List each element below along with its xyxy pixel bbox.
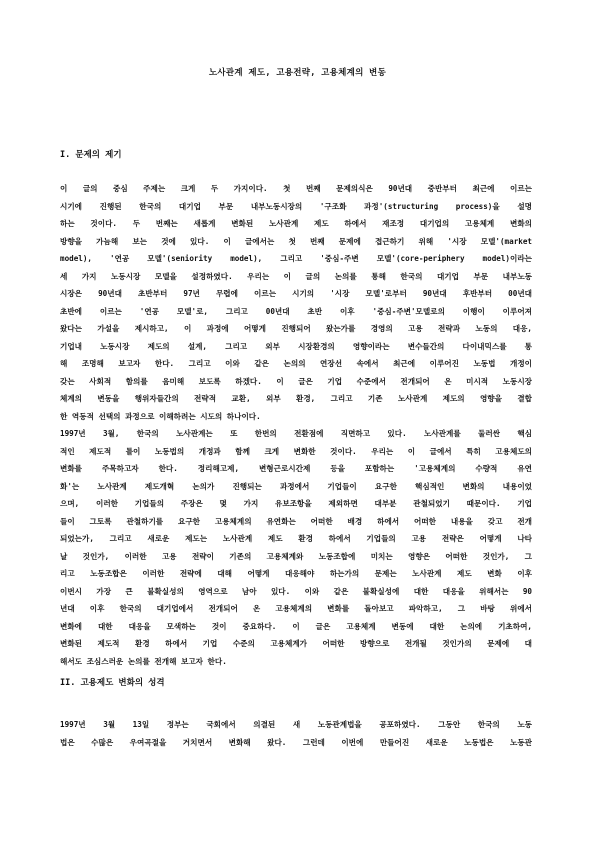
text-line: 이번시 가장 큰 불확실성의 영역으로 남아 있다. 이와 같은 불확실성에 대한 대응을 위해서는 90 <box>60 586 532 596</box>
text-line: 되었는가, 그리고 새로운 제도는 노사관계 제도 환경 하에서 기업들의 고용 전략은 어떻게 나타 <box>60 534 532 543</box>
text-line: 변화된 제도적 환경 하에서 기업 수준의 고용체계가 어떠한 방향으로 전개될 것인가의 문제에 대 <box>60 639 532 648</box>
text-line: 날 것인가, 이러한 고용 전략이 기존의 고용체계와 노동조합에 미치는 영향은 어떠한 것인가, 그 <box>60 551 532 561</box>
text-line: 시기에 진행된 한국의 대기업 부문 내부노동시장의 '구조화 과정'(structuring process)을 설명 <box>60 201 532 211</box>
text-line: 방향을 가늠해 보는 것에 있다. 이 글에서는 첫 번째 문제에 접근하기 위해 '시장 모델'(market <box>60 236 532 246</box>
text-line: model), '연공 모델'(seniority model), 그리고 '중심-주변 모델'(core-periphery model)이라는 <box>60 254 532 263</box>
text-line: 년대 이후 한국의 대기업에서 전개되어 온 고용체계의 변화를 돌아보고 파악하고, 그 바탕 위에서 <box>60 604 532 613</box>
text-line: 하는 것이다. 두 번째는 새롭게 변화된 노사관계 제도 하에서 재조정 대기업의 고용체계 변화의 <box>60 219 532 228</box>
text-line: 세 가지 노동시장 모델을 설정하였다. 우리는 이 글의 논의를 통해 한국의 대기업 부문 내부노동 <box>60 271 532 281</box>
text-line: 들이 그토록 관철하기를 요구한 고용체계의 유연화는 어떠한 배경 하에서 어떠한 내용을 갖고 전개 <box>60 516 532 526</box>
text-line: 변화를 주목하고자 한다. 정리해고제, 변형근로시간제 등을 포함하는 '고용체계의 수량적 유연 <box>60 464 532 473</box>
section-1-paragraph-1 <box>60 180 532 670</box>
text-line: 1997년 3월, 한국의 노사관계는 또 한번의 전환점에 직면하고 있다. 노사관계를 둘러싼 핵심 <box>60 429 532 438</box>
text-line: 법은 수많은 우여곡절을 거치면서 변화해 왔다. 그런데 이번에 만들어진 새로운 노동법은 노동관 <box>60 737 532 747</box>
text-line: 변화에 대한 대응을 모색하는 것이 중요하다. 이 글은 고용체계 변동에 대한 논의에 기초하여, <box>60 621 532 631</box>
text-line: 이 글의 중심 주제는 크게 두 가지이다. 첫 번째 문제의식은 90년대 중반부터 최근에 이르는 <box>60 184 532 193</box>
text-line: 리고 노동조합은 이러한 전략에 대해 어떻게 대응해야 하는가의 문제는 노사관계 제도 변화 이후 <box>60 569 532 578</box>
text-line: 한 역동적 선택의 과정으로 이해하려는 시도의 하나이다. <box>60 411 261 421</box>
text-line: 체계의 변동을 행위자들간의 전략적 교환, 외부 환경, 그리고 기존 노사관계 제도의 영향을 결합 <box>60 394 532 403</box>
text-line: 적인 제도적 틀이 노동법의 개정과 함께 크게 변화한 것이다. 우리는 이 글에서 특히 고용체도의 <box>60 446 532 456</box>
text-line: 갖는 사회적 함의를 음미해 보도록 하겠다. 이 글은 기업 수준에서 전개되어 온 미시적 노동시장 <box>60 376 532 386</box>
text-line: 왔다는 가설을 제시하고, 이 과정에 어떻게 진행되어 왔는가를 경영의 고용 전략과 노동의 대응, <box>60 324 532 333</box>
section-heading-2: II. 고용제도 변화의 성격 <box>60 678 165 688</box>
text-line: 기업내 노동시장 제도의 설계, 그리고 외부 시장환경의 영향이라는 변수들간의 다이내믹스를 통 <box>60 341 532 351</box>
section-heading-1: I. 문제의 제기 <box>60 150 122 160</box>
text-line: 화'는 노사관계 제도개혁 논의가 진행되는 과정에서 기업들이 요구한 핵심적인 변화의 내용이었 <box>60 481 532 491</box>
text-line: 시장은 90년대 초반부터 97년 무렵에 이르는 시기의 '시장 모델'로부터 90년대 후반부터 00년대 <box>60 289 532 298</box>
text-line: 해 조명해 보고자 한다. 그리고 이와 같은 논의의 연장선 속에서 최근에 이루어진 노동법 개정이 <box>60 359 532 368</box>
text-line: 해서도 조심스러운 논의를 전개해 보고자 한다. <box>60 656 227 666</box>
text-line: 초반에 이르는 '연공 모델'로, 그리고 00년대 초반 이후 '중심-주변'모델로의 이행이 이루어져 <box>60 306 532 316</box>
section-2-paragraph-1 <box>60 716 532 751</box>
text-line: 으며, 이러한 기업들의 주장은 몇 가지 유보조항을 제외하면 대부분 관철되었기 때문이다. 기업 <box>60 499 532 508</box>
text-line: 1997년 3월 13일 정부는 국회에서 의결된 새 노동관계법을 공포하였다. 그동안 한국의 노동 <box>60 720 532 729</box>
document-title: 노사관계 제도, 고용전략, 고용체계의 변동 <box>208 68 387 78</box>
